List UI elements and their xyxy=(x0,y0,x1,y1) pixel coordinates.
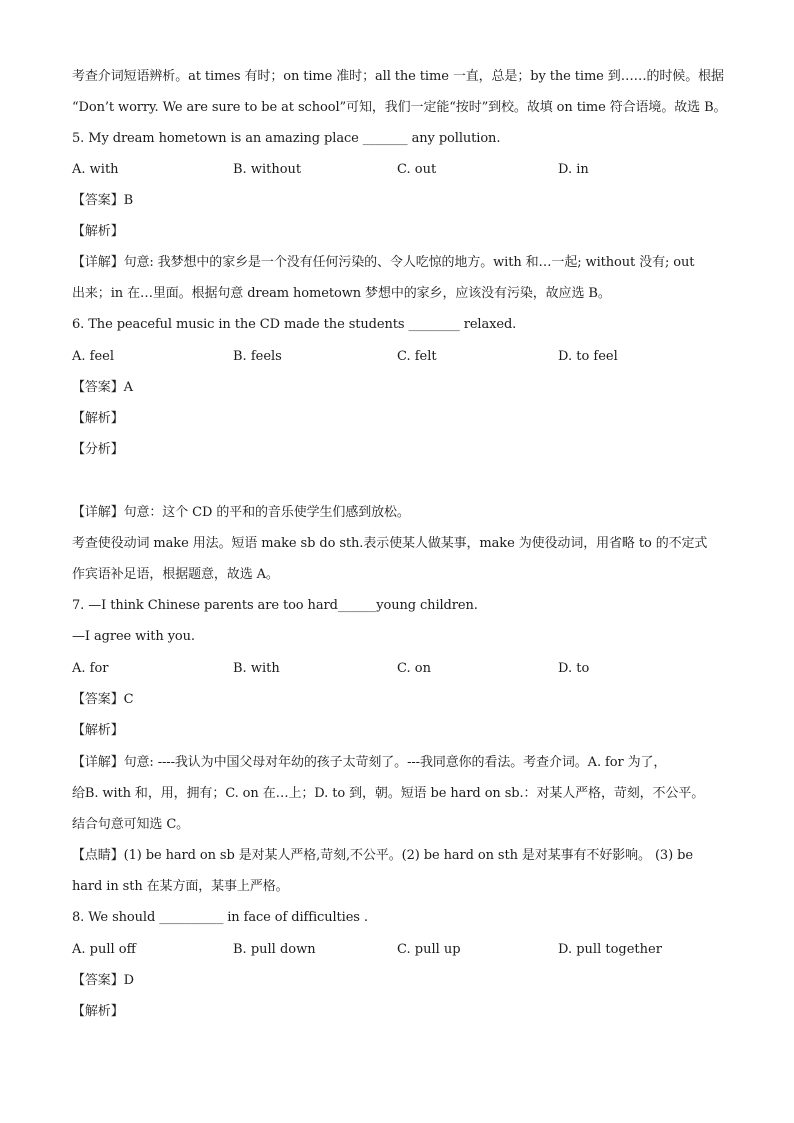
q5-option-a: A. with xyxy=(72,162,119,177)
q7-detail-line-2: 给B. with 和，用，拥有；C. on 在…上；D. to 到，朝。短语 be hard on sb.：对某人严格，苛刻，不公平。 xyxy=(72,786,705,801)
q5-answer: 【答案】B xyxy=(72,193,134,208)
q7-analysis-label: 【解析】 xyxy=(72,723,124,738)
q7-option-c: C. on xyxy=(397,661,431,676)
q6-answer: 【答案】A xyxy=(72,380,133,395)
q6-option-b: B. feels xyxy=(233,349,282,364)
q8-option-c: C. pull up xyxy=(397,942,461,957)
q6-detail-line-3: 作宾语补足语，根据题意，故选 A。 xyxy=(72,567,279,582)
q7-option-d: D. to xyxy=(558,661,590,676)
question-8-text: 8. We should __________ in face of difficulties . xyxy=(72,910,368,925)
q7-detail-line-1: 【详解】句意: ----我认为中国父母对年幼的孩子太苛刻了。---我同意你的看法。考查介词。A. for 为了， xyxy=(72,755,667,770)
question-5-text: 5. My dream hometown is an amazing place _______ any pollution. xyxy=(72,131,501,146)
q8-option-b: B. pull down xyxy=(233,942,316,957)
q8-analysis-label: 【解析】 xyxy=(72,1004,124,1019)
q8-answer: 【答案】D xyxy=(72,973,134,988)
intro-line-1: 考查介词短语辨析。at times 有时；on time 准时；all the time 一直，总是；by the time 到……的时候。根据 xyxy=(72,69,724,84)
q7-option-b: B. with xyxy=(233,661,280,676)
q7-dianjing-line-2: hard in sth 在某方面，某事上严格。 xyxy=(72,879,289,894)
q5-detail-line-2: 出来；in 在…里面。根据句意 dream hometown 梦想中的家乡，应该没有污染，故应选 B。 xyxy=(72,286,611,301)
q5-detail-line-1: 【详解】句意: 我梦想中的家乡是一个没有任何污染的、令人吃惊的地方。with 和…一起; without 没有; out xyxy=(72,255,695,270)
q6-analysis-label: 【解析】 xyxy=(72,411,124,426)
q6-option-a: A. feel xyxy=(72,349,115,364)
q5-analysis-label: 【解析】 xyxy=(72,224,124,239)
q6-option-d: D. to feel xyxy=(558,349,618,364)
q6-option-c: C. felt xyxy=(397,349,437,364)
q7-detail-line-3: 结合句意可知选 C。 xyxy=(72,817,190,832)
question-7-text-1: 7. —I think Chinese parents are too hard______young children. xyxy=(72,598,478,613)
q6-detail-line-1: 【详解】句意：这个 CD 的平和的音乐使学生们感到放松。 xyxy=(72,505,410,520)
q8-option-d: D. pull together xyxy=(558,942,662,957)
q5-option-c: C. out xyxy=(397,162,437,177)
intro-line-2: “Don’t worry. We are sure to be at school”可知，我们一定能“按时”到校。故填 on time 符合语境。故选 B。 xyxy=(72,100,727,115)
question-6-text: 6. The peaceful music in the CD made the students ________ relaxed. xyxy=(72,317,517,332)
q6-detail-line-2: 考查使役动词 make 用法。短语 make sb do sth.表示使某人做某事，make 为使役动词，用省略 to 的不定式 xyxy=(72,536,708,551)
q5-option-d: D. in xyxy=(558,162,589,177)
q5-option-b: B. without xyxy=(233,162,302,177)
question-7-text-2: —I agree with you. xyxy=(72,629,195,644)
q7-answer: 【答案】C xyxy=(72,692,134,707)
q8-option-a: A. pull off xyxy=(72,942,136,957)
q7-option-a: A. for xyxy=(72,661,109,676)
q6-fenxi-label: 【分析】 xyxy=(72,442,124,457)
q7-dianjing-line-1: 【点睛】(1) be hard on sb 是对某人严格,苛刻,不公平。(2) be hard on sth 是对某事有不好影响。 (3) be xyxy=(72,848,693,863)
